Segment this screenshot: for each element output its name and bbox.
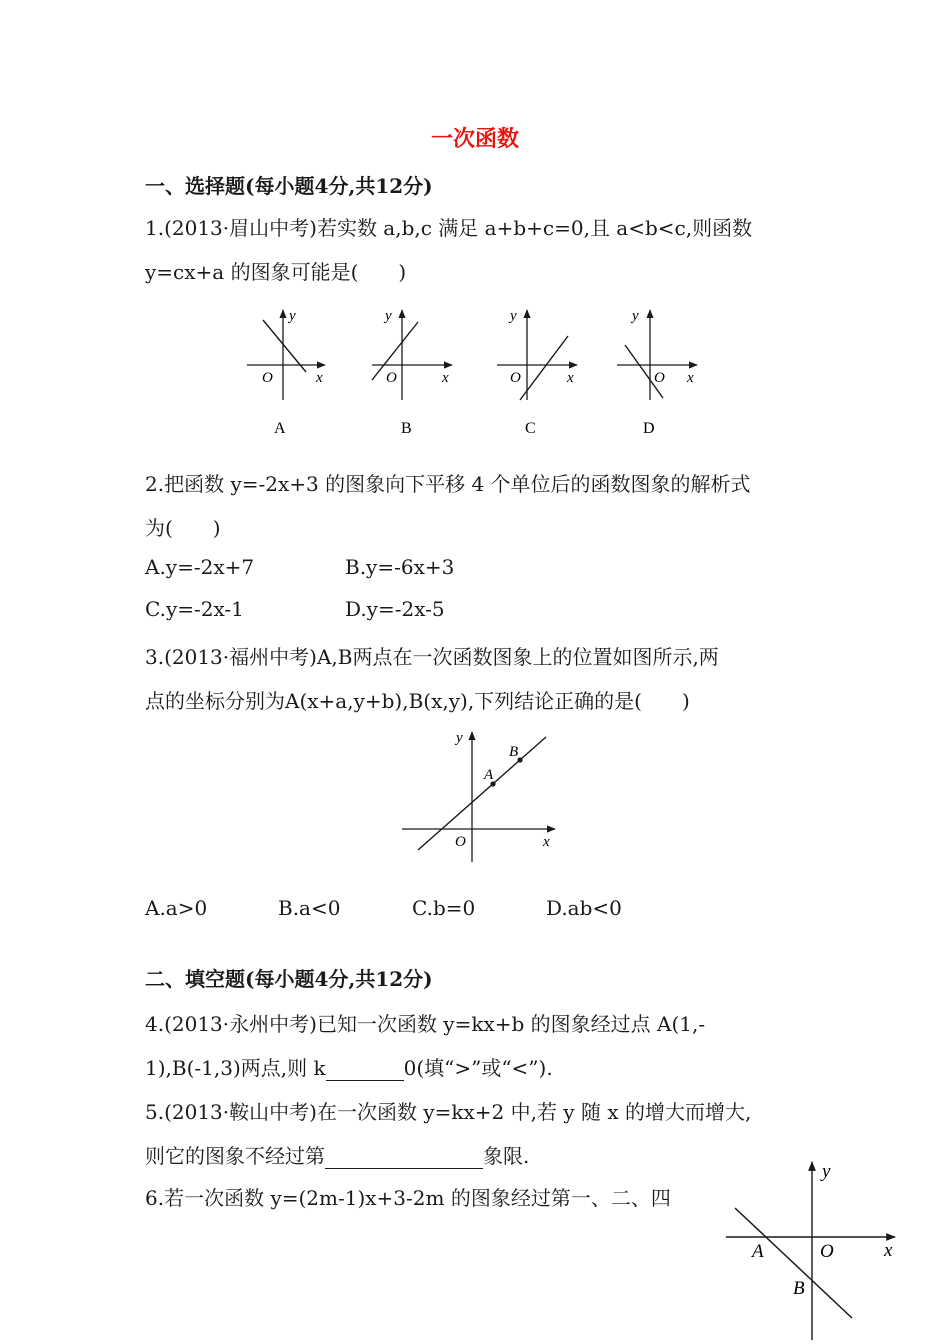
q6-y-label: y: [822, 1161, 831, 1182]
q1-choice-a: A: [274, 420, 286, 437]
q3-option-b: B.a<0: [278, 896, 341, 920]
q5-answer-blank[interactable]: [325, 1144, 483, 1169]
q3-option-d: D.ab<0: [546, 896, 622, 920]
q6-line1: 6.若一次函数 y=(2m-1)x+3-2m 的图象经过第一、二、四: [145, 1186, 671, 1210]
q1-choice-b: B: [401, 420, 412, 437]
q1-graph-a: [247, 308, 325, 437]
q2-option-b: B.y=-6x+3: [345, 555, 455, 579]
q3-y-label: y: [456, 730, 463, 746]
q4-line2: [145, 1052, 553, 1081]
q1-d-x-label: x: [687, 370, 694, 386]
q2-line1: 2.把函数 y=-2x+3 的图象向下平移 4 个单位后的函数图象的解析式: [145, 472, 751, 496]
q1-b-x-label: x: [442, 370, 449, 386]
q1-d-origin: O: [654, 370, 665, 386]
q3-b-label: B: [509, 744, 519, 760]
q6-graph: [726, 1161, 895, 1340]
q4-line1: 4.(2013·永州中考)已知一次函数 y=kx+b 的图象经过点 A(1,-: [145, 1012, 706, 1036]
q4-line2-end: 0(填“>”或“<”).: [403, 1056, 553, 1080]
q6-origin: O: [820, 1241, 834, 1262]
q1-c-origin: O: [510, 370, 521, 386]
q4-answer-blank[interactable]: [326, 1056, 404, 1081]
q5-line2-start: 则它的图象不经过第: [145, 1144, 325, 1168]
q5-line2: [145, 1140, 529, 1169]
q5-line1: 5.(2013·鞍山中考)在一次函数 y=kx+2 中,若 y 随 x 的增大而增大,: [145, 1100, 752, 1124]
q2-option-c: C.y=-2x-1: [145, 597, 244, 621]
q3-graph: [402, 730, 555, 862]
q3-line1: 3.(2013·福州中考)A,B两点在一次函数图象上的位置如图所示,两: [145, 645, 719, 669]
q1-graph-c: [497, 308, 577, 437]
q3-line2: 点的坐标分别为A(x+a,y+b),B(x,y),下列结论正确的是( ): [145, 689, 690, 713]
q1-graph-b: [372, 308, 452, 437]
q1-c-y-label: y: [510, 308, 517, 324]
section-heading-choice: 一、选择题(每小题4分,共12分): [145, 174, 433, 198]
q6-b-label: B: [793, 1278, 805, 1299]
q3-x-label: x: [543, 834, 550, 850]
q1-a-origin: O: [262, 370, 273, 386]
q6-x-label: x: [884, 1240, 893, 1261]
q3-option-c: C.b=0: [412, 896, 476, 920]
q1-line2: y=cx+a 的图象可能是( ): [145, 260, 407, 284]
q1-b-origin: O: [386, 370, 397, 386]
q3-point-b: [517, 757, 522, 762]
section-heading-fill: 二、填空题(每小题4分,共12分): [145, 967, 433, 991]
q1-line1: 1.(2013·眉山中考)若实数 a,b,c 满足 a+b+c=0,且 a<b<c,则函数: [145, 216, 753, 240]
q2-option-d: D.y=-2x-5: [345, 597, 445, 621]
q1-choice-c: C: [525, 420, 536, 437]
q1-b-y-label: y: [385, 308, 392, 324]
q2-option-a: A.y=-2x+7: [145, 555, 255, 579]
q3-origin: O: [455, 834, 466, 850]
q1-graph-d: [617, 308, 697, 437]
q3-a-label: A: [484, 767, 494, 783]
page-title: 一次函数: [430, 126, 519, 152]
q1-a-y-label: y: [289, 308, 296, 324]
q3-option-a: A.a>0: [145, 896, 208, 920]
q4-line2-start: 1),B(-1,3)两点,则 k: [145, 1056, 326, 1080]
q2-line2: 为( ): [145, 516, 221, 540]
q1-d-y-label: y: [632, 308, 639, 324]
q1-c-x-label: x: [567, 370, 574, 386]
q1-a-x-label: x: [316, 370, 323, 386]
q5-line2-end: 象限.: [483, 1144, 530, 1168]
q1-choice-d: D: [643, 420, 655, 437]
q6-a-label: A: [752, 1241, 764, 1262]
